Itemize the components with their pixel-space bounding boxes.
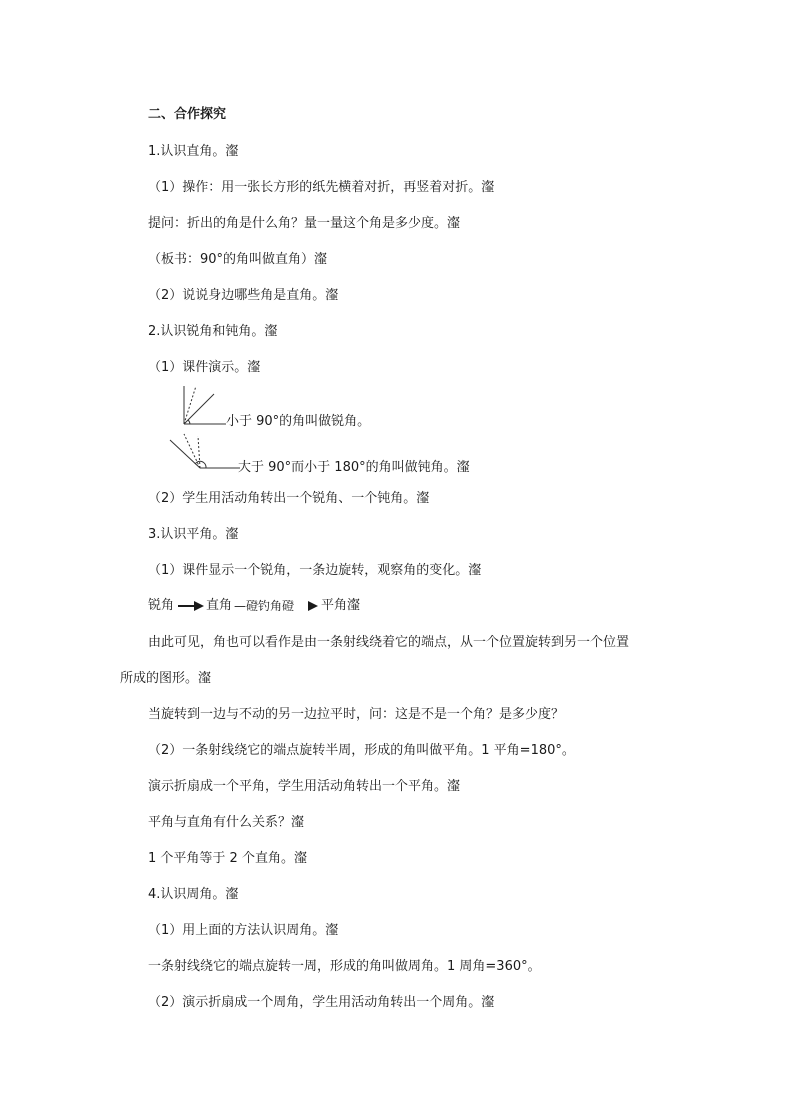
item2-heading: 2.认识锐角和钝角。瀣 (148, 324, 278, 339)
item3-conclusion-line2: 所成的图形。瀣 (120, 671, 212, 686)
item2-step2: （2）学生用活动角转出一个锐角、一个钝角。瀣 (148, 491, 430, 506)
obtuse-angle-label: 大于 90°而小于 180°的角叫做钝角。瀣 (238, 460, 470, 475)
acute-angle-label: 小于 90°的角叫做锐角。 (226, 414, 371, 429)
item4-heading: 4.认识周角。瀣 (148, 887, 239, 902)
item3-relation-answer: 1 个平角等于 2 个直角。瀣 (148, 851, 307, 866)
flow-acute: 锐角 (148, 598, 175, 613)
item1-heading: 1.认识直角。瀣 (148, 144, 239, 159)
item3-heading: 3.认识平角。瀣 (148, 527, 239, 542)
item1-board-note: （板书：90°的角叫做直角）瀣 (148, 252, 328, 267)
item4-definition: 一条射线绕它的端点旋转一周，形成的角叫做周角。1 周角=360°。 (148, 959, 541, 974)
item3-demo: 演示折扇成一个平角，学生用活动角转出一个平角。瀣 (148, 779, 461, 794)
flow-right: 直角 (206, 598, 233, 613)
item3-step1: （1）课件显示一个锐角，一条边旋转，观察角的变化。瀣 (148, 563, 482, 578)
flow-overlap-text: —磴钓角磴 (234, 599, 295, 613)
item3-relation-question: 平角与直角有什么关系？瀣 (148, 815, 305, 830)
item3-question: 当旋转到一边与不动的另一边拉平时，问：这是不是一个角？是多少度？ (148, 707, 565, 722)
obtuse-angle-diagram (166, 432, 246, 472)
item4-step1: （1）用上面的方法认识周角。瀣 (148, 923, 339, 938)
arrow-right-icon (308, 601, 320, 611)
item2-step1: （1）课件演示。瀣 (148, 360, 261, 375)
item3-step2: （2）一条射线绕它的端点旋转半周，形成的角叫做平角。1 平角=180°。 (148, 743, 575, 758)
item1-step2: （2）说说身边哪些角是直角。瀣 (148, 288, 339, 303)
item1-question: 提问：折出的角是什么角？量一量这个角是多少度。瀣 (148, 216, 461, 231)
item4-step2: （2）演示折扇成一个周角，学生用活动角转出一个周角。瀣 (148, 995, 495, 1010)
section-title: 二、合作探究 (148, 107, 227, 122)
item3-conclusion-line1: 由此可见，角也可以看作是由一条射线绕着它的端点，从一个位置旋转到另一个位置 (148, 635, 630, 650)
arrow-right-icon (178, 601, 204, 611)
item1-step1: （1）操作：用一张长方形的纸先横着对折，再竖着对折。瀣 (148, 180, 495, 195)
flow-straight: 平角瀣 (321, 598, 361, 613)
